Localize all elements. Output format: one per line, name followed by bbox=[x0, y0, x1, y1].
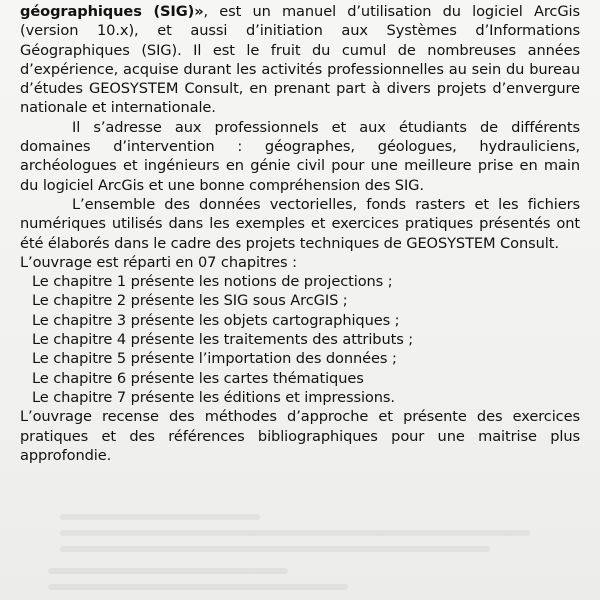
chapter-item: Le chapitre 5 présente l’importation des données ; bbox=[32, 350, 397, 368]
chapter-item: Le chapitre 4 présente les traitements des attributs ; bbox=[32, 331, 414, 349]
chapter-item: Le chapitre 2 présente les SIG sous ArcGIS ; bbox=[32, 292, 348, 310]
bleed-through-texture bbox=[0, 500, 600, 600]
intro-text: , est un manuel d’utilisation du logiciel ArcGis (version 10.x), et aussi d’initiation aux Systèmes d’Informations Géographiques (SIG). Il est le fruit du cumul de nombreuses années d’expérience, acquise durant les activités professionnelles au sein du bureau d’études GEOSYSTEM Consult, en prenant part à divers projets d’envergure nationale et internationale. bbox=[20, 3, 580, 117]
closing-paragraph: L’ouvrage recense des méthodes d’approche et présente des exercices pratiques et des références bibliographiques pour une maitrise plus approfondie. bbox=[20, 408, 580, 464]
document-body bbox=[20, 2, 580, 465]
chapters-list bbox=[20, 272, 580, 407]
chapters-intro: L’ouvrage est réparti en 07 chapitres : bbox=[20, 253, 297, 271]
chapter-item: Le chapitre 3 présente les objets cartographiques ; bbox=[32, 311, 400, 329]
intro-paragraph bbox=[20, 2, 580, 118]
chapter-item: Le chapitre 7 présente les éditions et impressions. bbox=[32, 388, 395, 406]
data-paragraph: L’ensemble des données vectorielles, fonds rasters et les fichiers numériques utilisés dans les exemples et exercices pratiques présentés ont été élaborés dans le cadre des projets techniques de GEOSYSTEM Consult. bbox=[20, 195, 580, 252]
intro-bold-lead: géographiques (SIG)» bbox=[20, 3, 204, 20]
audience-paragraph: Il s’adresse aux professionnels et aux étudiants de différents domaines d’intervention : géographes, géologues, hydrauliciens, archéologues et ingénieurs en génie civil pour une meilleure prise en main du logiciel ArcGis et une bonne compréhension des SIG. bbox=[20, 118, 580, 194]
chapter-item: Le chapitre 1 présente les notions de projections ; bbox=[32, 273, 393, 291]
chapter-item: Le chapitre 6 présente les cartes thématiques bbox=[32, 369, 364, 387]
